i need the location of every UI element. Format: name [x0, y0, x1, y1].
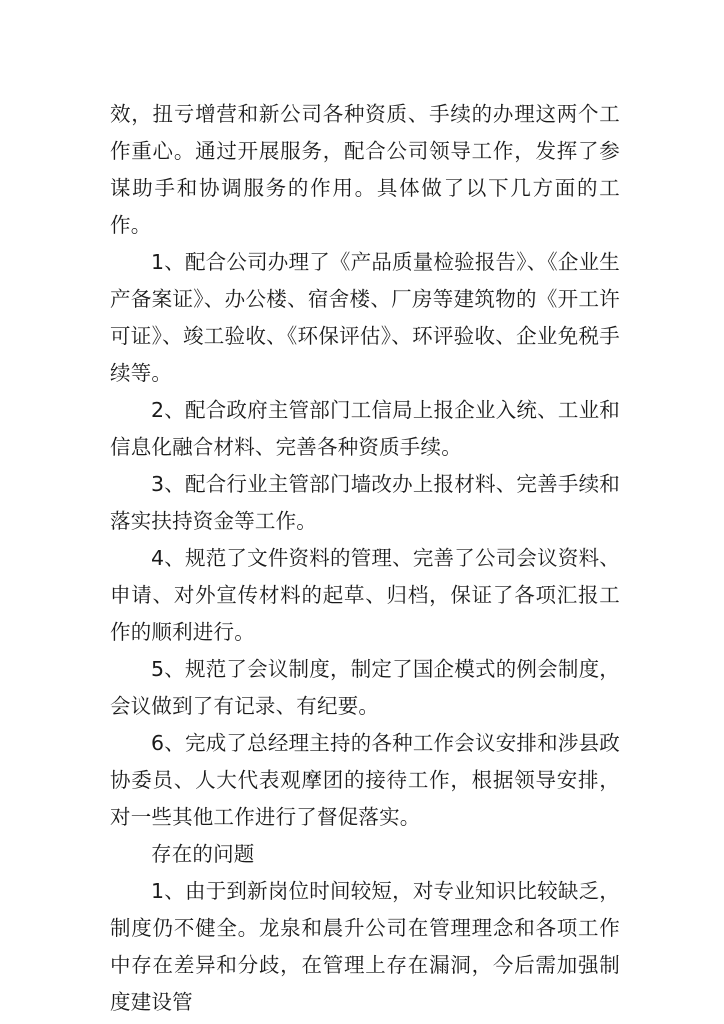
paragraph-problem-1: 1、由于到新岗位时间较短，对专业知识比较缺乏，制度仍不健全。龙泉和晨升公司在管理理念和各项工作中存在差异和分歧，在管理上存在漏洞，今后需加强制度建设管	[110, 879, 620, 1014]
paragraph-item-1: 1、配合公司办理了《产品质量检验报告》、《企业生产备案证》、办公楼、宿舍楼、厂房等建筑物的《开工许可证》、竣工验收、《环保评估》、环评验收、企业免税手续等。	[110, 250, 620, 385]
paragraph-item-3: 3、配合行业主管部门墙改办上报材料、完善手续和落实扶持资金等工作。	[110, 472, 620, 533]
paragraph-item-4: 4、规范了文件资料的管理、完善了公司会议资料、申请、对外宣传材料的起草、归档，保证了各项汇报工作的顺利进行。	[110, 546, 620, 644]
section-heading-problems: 存在的问题	[151, 842, 255, 866]
paragraph-item-2: 2、配合政府主管部门工信局上报企业入统、工业和信息化融合材料、完善各种资质手续。	[110, 398, 620, 459]
paragraph-item-6: 6、完成了总经理主持的各种工作会议安排和涉县政协委员、人大代表观摩团的接待工作，根据领导安排，对一些其他工作进行了督促落实。	[110, 731, 620, 829]
paragraph-item-5: 5、规范了会议制度，制定了国企模式的例会制度，会议做到了有记录、有纪要。	[110, 657, 620, 718]
paragraph-continued-intro: 效，扭亏增营和新公司各种资质、手续的办理这两个工作重心。通过开展服务，配合公司领导工作，发挥了参谋助手和协调服务的作用。具体做了以下几方面的工作。	[110, 102, 620, 237]
document-body	[110, 96, 620, 1021]
